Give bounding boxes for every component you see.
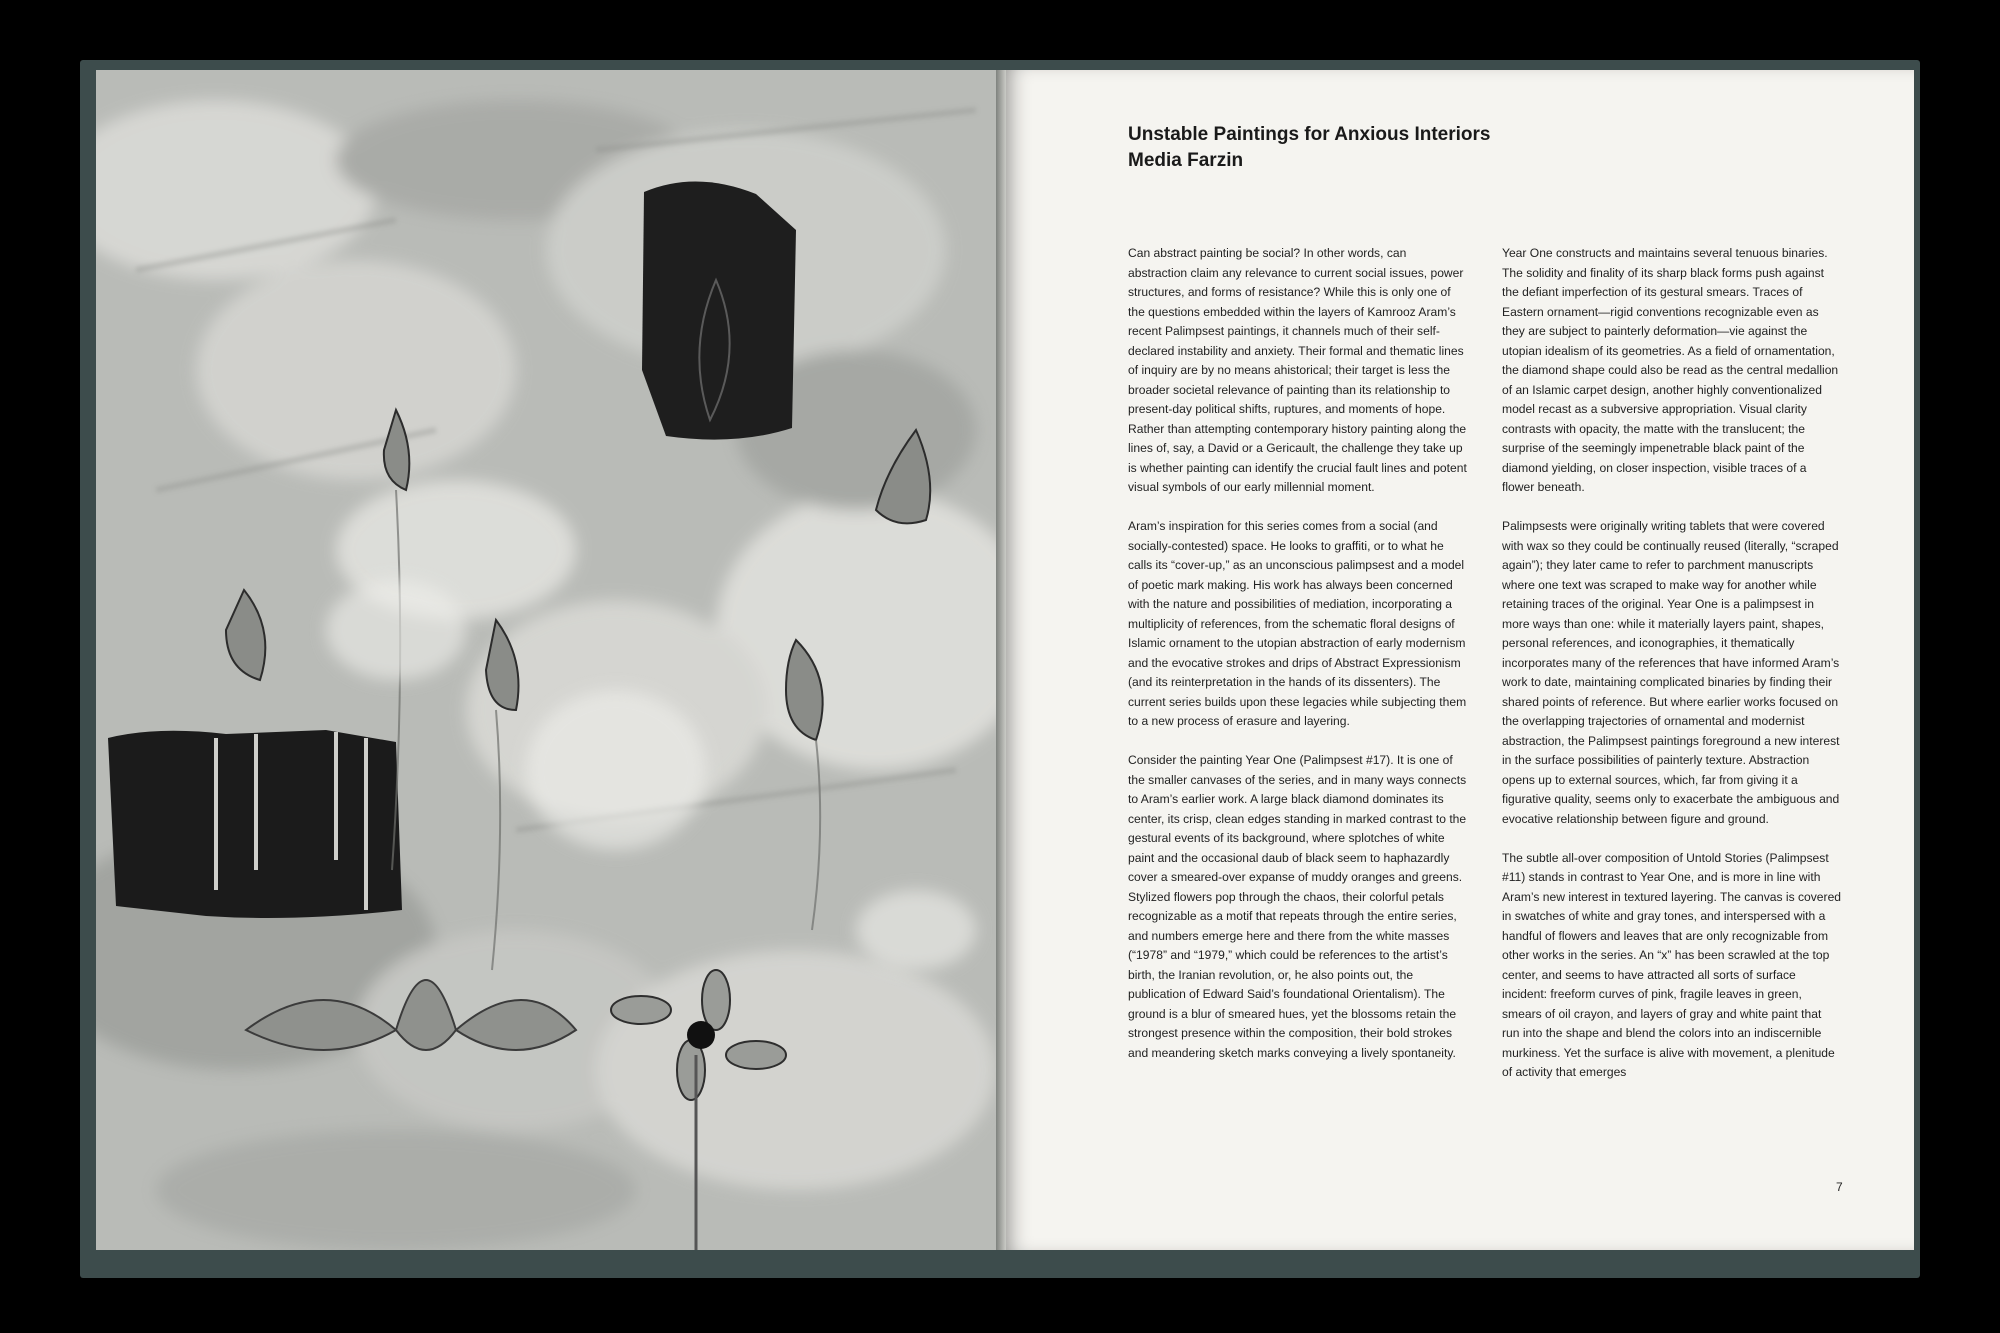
paragraph: Palimpsests were originally writing tablets that were covered with wax so they could be continually reused (literally, “scraped again”); they later came to refer to parchment manuscripts where one text was scraped to make way for another while retaining traces of the original. Year One is a palimpsest in more ways than one: while it materially layers paint, shapes, personal references, and iconographies, it thematically incorporates many of the references that have informed Aram’s work to date, maintaining complicated binaries by finding their shared points of reference. But where earlier works focused on the overlapping trajectories of ornamental and modernist abstraction, the Palimpsest paintings foreground a new interest in the surface possibilities of painterly texture. Abstraction opens up to external sources, which, far from giving it a figurative quality, seems only to exacerbate the ambiguous and evocative relationship between figure and ground. — [1502, 519, 1840, 826]
abstract-painting-image — [96, 70, 1000, 1250]
article-author: Media Farzin — [1128, 150, 1244, 171]
text-column-left — [1128, 244, 1468, 1083]
paragraph: Consider the painting Year One (Palimpsest #17). It is one of the smaller canvases of the series, and in many ways connects to Aram’s earlier work. A large black diamond dominates its center, its crisp, clean edges standing in marked contrast to the gestural events of its background, where splotches of white paint and the occasional daub of black seem to haphazardly cover a smeared-over expanse of muddy oranges and greens. Stylized flowers pop through the chaos, their colorful petals recognizable as a motif that repeats through the entire series, and numbers emerge here and there from the white masses (“1978” and “1979,” which could be references to the artist’s birth, the Iranian revolution, or, he also points out, the publication of Edward Said’s foundational Orientalism). The ground is a blur of smeared hues, yet the blossoms retain the strongest presence within the composition, their bold strokes and meandering sketch marks conveying a lively spontaneity. — [1128, 753, 1467, 1060]
article-title: Unstable Paintings for Anxious Interiors — [1128, 124, 1491, 145]
paragraph: The subtle all-over composition of Untold Stories (Palimpsest #11) stands in contrast to Year One, and is more in line with Aram’s new interest in textured layering. The canvas is covered in swatches of white and gray tones, and interspersed with a handful of flowers and leaves that are only recognizable from other works in the series. An “x” has been scrawled at the top center, and seems to have attracted all sorts of surface incident: freeform curves of pink, fragile leaves in green, smears of oil crayon, and layers of gray and white paint that run into the shape and blend the colors into an indiscernible murkiness. Yet the surface is alive with movement, a plenitude of activity that emerges — [1502, 850, 1842, 1079]
paragraph: Aram’s inspiration for this series comes from a social (and socially-contested) space. He looks to graffiti, or to what he calls its “cover-up,” as an unconscious palimpsest and a model of poetic mark making. His work has always been concerned with the nature and possibilities of mediation, incorporating a multiplicity of references, from the schematic floral designs of Islamic ornament to the utopian abstraction of early modernism and the evocative strokes and drips of Abstract Expressionism (and its reinterpretation in the hands of its dissenters). The current series builds upon these legacies while subjecting them to a new process of erasure and layering. — [1128, 519, 1467, 728]
page-number: 7 — [1836, 1180, 1843, 1194]
text-column-right — [1502, 244, 1842, 1102]
text-page — [1006, 70, 1914, 1250]
painting-page — [96, 70, 1000, 1250]
paragraph: Year One constructs and maintains several tenuous binaries. The solidity and finality of its sharp black forms push against the defiant imperfection of its gestural smears. Traces of Eastern ornament—rigid conventions recognizable even as they are subject to painterly deformation—vie against the utopian idealism of its geometries. As a field of ornamentation, the diamond shape could also be read as the central medallion of an Islamic carpet design, another highly conventionalized model recast as a subversive appropriation. Visual clarity contrasts with opacity, the matte with the translucent; the surprise of the seemingly impenetrable black paint of the diamond yielding, on closer inspection, visible traces of a flower beneath. — [1502, 246, 1839, 494]
book-spread — [96, 70, 1914, 1250]
paragraph: Can abstract painting be social? In other words, can abstraction claim any relevance to current social issues, power structures, and forms of resistance? While this is only one of the questions embedded within the layers of Kamrooz Aram’s recent Palimpsest paintings, it channels much of their self-declared instability and anxiety. Their formal and thematic lines of inquiry are by no means ahistorical; their target is less the broader societal relevance of painting than its relationship to present-day political shifts, ruptures, and moments of hope. Rather than attempting contemporary history painting along the lines of, say, a David or a Gericault, the challenge they take up is whether painting can identify the crucial fault lines and potent visual symbols of our early millennial moment. — [1128, 246, 1467, 494]
